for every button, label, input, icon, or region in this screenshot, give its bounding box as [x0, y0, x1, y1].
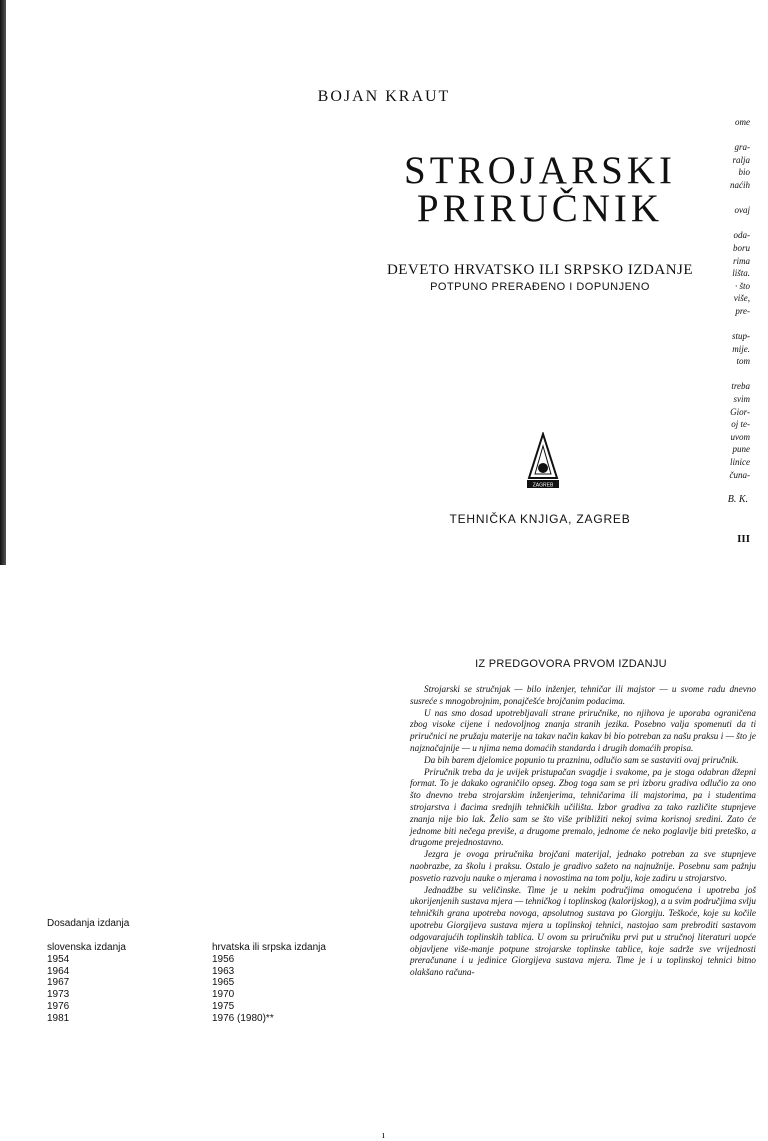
margin-fragment: više, [733, 293, 750, 304]
croatian-editions-header: hrvatska ili srpska izdanja [212, 942, 326, 953]
edition-year: 1970 [212, 989, 235, 1001]
edition-year: 1965 [212, 977, 235, 989]
edition-year: 1963 [212, 965, 235, 977]
edition-year: 1981 [47, 1012, 70, 1024]
margin-fragment: lišta. [732, 268, 750, 279]
margin-fragment: čuna- [729, 469, 750, 480]
preface-body [410, 684, 756, 979]
preface-paragraph: Priručnik treba da je uvijek pristupačan svagdje i svakome, pa je stoga odabran džepni format. To je dakako ograničilo opseg. Zbog toga sam se pri izboru gradiva odlučio za ono što dnevno treba strojarskim inženjerima, tehničarima ili majstorima, pa i studentima strojarstva i đacima srednjih tehničkih učilišta. Izbor gradiva za tako različite stupnjeve znanja nije bio lak. Želio sam se što više približiti nekoj svima korisnoj sredini. Zato će jednome biti nečega previše, a drugome premalo, jednome će neko poglavlje biti preteško, a drugome prejednostavno. [410, 766, 756, 848]
previous-editions-title: Dosadanja izdanja [47, 918, 130, 929]
margin-fragment: rima [732, 255, 750, 266]
edition-year: 1967 [47, 977, 70, 989]
slovenian-editions-list [47, 942, 126, 1025]
edition-year: 1956 [212, 953, 235, 965]
book-title-line2: PRIRUČNIK [416, 187, 664, 230]
margin-fragment: uvom [730, 431, 750, 442]
author-name: BOJAN KRAUT [317, 88, 451, 105]
margin-fragment: treba [731, 381, 750, 392]
preface-page [0, 560, 768, 1141]
publisher-name: TEHNIČKA KNJIGA, ZAGREB [449, 512, 631, 526]
margin-fragment: mije. [732, 343, 750, 354]
edition-year: 1976 (1980)** [212, 1012, 274, 1024]
margin-fragment: ralja [732, 154, 750, 165]
title-page [0, 0, 768, 560]
margin-fragment [690, 368, 750, 381]
margin-text-fragments [690, 116, 750, 481]
margin-fragment: · što [734, 280, 750, 291]
edition-year: 1954 [47, 953, 70, 965]
edition-year: 1973 [47, 989, 70, 1001]
edition-year: 1976 [47, 1000, 70, 1012]
preface-paragraph: Strojarski se stručnjak — bilo inženjer, tehničar ili majstor — u svome radu dnevno susreće s mnogobrojnim, ponajčešće brojčanim podacima. [410, 684, 756, 706]
preface-paragraph: Jezgra je ovoga priručnika brojčani materijal, jednako potreban za sve stupnjeve naobrazbe, za školu i praksu. Ostalo je gradivo sažeto na najnužnije. Posebnu sam pažnju posvetio razvoju nauke o mjerama i novostima na tom polju, koje zadiru u strojarstvo. [410, 849, 756, 883]
margin-fragment: pune [732, 444, 750, 455]
margin-fragment: ovaj [734, 205, 750, 216]
publisher-logo-icon [525, 432, 561, 492]
margin-fragment: bio [738, 167, 750, 178]
margin-fragment: boru [732, 242, 750, 253]
logo-text: ZAGREB [532, 482, 554, 489]
edition-subline: POTPUNO PRERAĐENO I DOPUNJENO [430, 281, 650, 293]
margin-fragment: tom [736, 356, 750, 367]
margin-fragment [690, 129, 750, 142]
margin-fragment: Gior- [730, 406, 750, 417]
edition-year: 1975 [212, 1000, 235, 1012]
margin-fragment: naćih [730, 179, 750, 190]
book-title-line1: STROJARSKI [404, 149, 676, 192]
margin-fragment [690, 217, 750, 230]
margin-fragment: oda- [733, 230, 750, 241]
preface-paragraph: U nas smo dosad upotrebljavali strane priručnike, no njihova je uporaba ograničena zbog visoke cijene i nedovoljnog znanja stranih jezika. Posebno valja spomenuti da ti priručnici ne pružaju materije na takav način kakav bi bio potreban za našu praksu i — što je najznačajnije — u njima nema domaćih standarda i drugih domaćih propisa. [410, 707, 756, 753]
margin-fragment: ome [735, 117, 750, 127]
slovenian-editions-header: slovenska izdanja [47, 942, 126, 953]
preface-paragraph: Da bih barem djelomice popunio tu prazninu, odlučio sam se sastaviti ovaj priručnik. [424, 754, 739, 765]
edition-year: 1964 [47, 965, 70, 977]
croatian-editions-list [212, 942, 326, 1025]
author-initials: B. K. [727, 494, 748, 505]
margin-fragment [690, 318, 750, 331]
margin-fragment: gra- [734, 142, 750, 153]
margin-fragment: stup- [732, 331, 750, 342]
preface-heading: IZ PREDGOVORA PRVOM IZDANJU [475, 658, 667, 670]
margin-fragment: svim [733, 394, 750, 405]
preface-paragraph: Jednadžbe su veličinske. Time je u nekim područjima omogućena i upotreba još ukorijenjenih sustava mjera — tehničkog i toplinskog (kalorijskog), a u svim područjima svlju tehničkih grana upotreba novoga, apsolutnog sustava po Giorgiju. Teškoće, koje su kočile upotrebu Giorgijeva sustava mjera u toplinskoj tehnici, nastojao sam prebroditi sastavom odgovarajućih toplinskih tablica. U ovom su priručniku prvi put u stručnoj literaturi uopće objavljene više-manje potpune strojarske toplinske tablice, koje sadrže sve vrijednosti preračunane i u jedinice Giorgijeva sustava mjera. Time je i u toplinskoj tehnici bitno olakšano računa- [410, 884, 756, 978]
margin-fragment: linice [730, 457, 750, 468]
page-number: III [737, 533, 750, 545]
margin-fragment: pre- [735, 305, 750, 316]
margin-fragment [690, 192, 750, 205]
margin-fragment: oj te- [731, 419, 750, 430]
page-mark: ı [382, 1130, 385, 1141]
edition-line: DEVETO HRVATSKO ILI SRPSKO IZDANJE [386, 262, 694, 278]
